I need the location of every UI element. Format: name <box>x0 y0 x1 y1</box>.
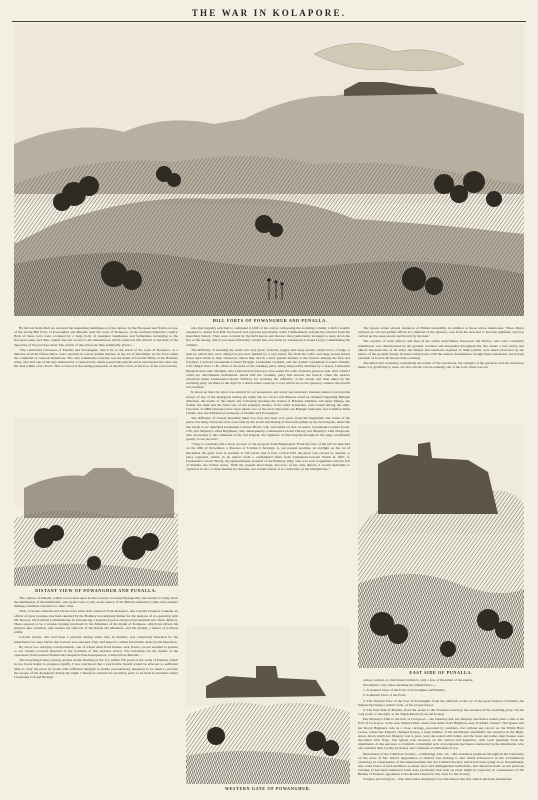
column-3-bottom <box>358 678 524 794</box>
paragraph: "I beg to conclude with a short account of our progress from Buddergaur. From the base of the hill we marched on the 29th of November, a distance of 6 miles 6 furlongs, to our present position. At daylight on the 1st of December the guns were in position at 350 yards, and at four o'clock P.M. the place was carried by assault—a place regarded, which, in an extract from a confidential letter from Lieutenant-Colonel Walsh in 1827, to Lieutenant-Colonel Hardy, the Quartermaster-General of the Bombay army, who was well acquainted with the fort of Punalla, the former states, 'With my present knowledge, however, of the only defects, I would undertake to capture it in two or three months by ransoms, but certain labour; it is a Gibraltar on the Neilgherries.'" <box>186 442 350 472</box>
paragraph: "The celebrated fortresses of Punalla and Powanghur, which lie to the north of the town of Kolapore, at a distance of about fifteen miles, were captured in a most gallant manner on the 1st of December, by the force under the command of General Delamotte. The only remarkable casualty was the death of Colonel Hicks of the Bombay army, who had one of his legs shattered by a cannon ball, which passed through his horse and injured the other leg. He died within a few hours. This occurred at the taking possession of the little town, at the foot of the rock fortress. <box>14 347 178 369</box>
page-title: THE WAR IN KOLAPORE. <box>191 8 347 18</box>
paragraph: The reports relate several instances of British intrepidity, in addition to those above mentioned. 'Thus, Major Gilland, an old and gallant officer in command of the Queen's, rose from his sick-bed to lead his regiment, and was carried up the steep ascent and breach by his men.' <box>358 326 524 339</box>
paragraph: In about an hour the place was entirely in our possession, and every precautionary measure taken to prevent the escape of any of the insurgents during the night; but no correct information could be obtained regarding Babajee Ahirakur, the leader of the rebels; the following morning the bodies of Babajee Ahirakur and Appa Manga, the former the chief and the latter one of the principal leaders of the rebel Sebundies, were found among the slain. Upwards of 2000 prisoners have been taken; two of the most important are Babajee Sahookar and Luximon Nulk Jaildee, also the Killadars (Garrisons) of Punalla and Powanghur. <box>186 390 350 416</box>
paragraph: The conduct of both officers and men of the whole detachment, European and Native, who were constantly intermixed, was characterized by the greatest coolness and intrepidity throughout the day, under a very heavy and almost incessant fire of all arms; the fatigue and exertions required of them (which were much increased by the nature of the ground) during 10 hours being borne with the utmost cheerfulness, though much exhausted, not having partaken of food from the previous evening. <box>358 339 524 361</box>
paragraph: who had urgently solicited to command it (200 of his corps), composing the storming column; which I readily assented to. About four P.M. the breach was reported practicable, when I immediately ordered the advance from the breaching battery. They were covered by the field pieces and mortars most judiciously arranged to keep down the fire of the enemy, which was most efficiently carried into execution by Lieutenant-Colonel Lloyd, commanding the artillery. <box>186 326 350 347</box>
column-3-top <box>358 326 524 422</box>
paragraph: The breaching battery having opened on the morning of the 1st, within 350 yards of the walls of Punalla, which in two hours began to progress rapidly, I was convinced that a practicable breach would be effected so sufficient time to carry the place by storm with sufficient daylight to enable precautionary measures to be taken to prevent the escape of the insurgents during the night. I therefore ordered the storming party to be held in readiness under Lieutenant Colonel Brough, <box>14 658 178 679</box>
engraving-east-side <box>358 424 524 668</box>
paragraph: By aid of two obliging correspondents, one of whom dates from Kirkee, near Poona, we are enabled to present to our readers accurate sketches of the localities of this decisive action. The following are the details of the operations from General Delamotte's despatch from headquarters, Camp before Punalla:— <box>14 644 178 658</box>
paragraph: 2. A Distant View of the Forts. <box>363 693 407 698</box>
paragraph: 1. A General View of the Forts of Powanghur and Punalla. <box>363 688 446 693</box>
paragraph: Dissolution of the Cambrian Society.—Cambridge, Feb. 14.—The sensation produced throughout the University on the news of Mr. Ward's degradation at Oxford was nothing to that which followed it in the acclamations yesterday, in consequence of the announcement that the Camden Society, which had been going on so flourishingly, and could boast of such members as many tyros and distinguished individuals, had dissolved itself on the previous evening. It had been rumoured some days previously that such an event might be expected, in consequence of the Bishop of Exeter's opposition to the Round Church in this town for the Society. <box>358 751 524 777</box>
column-2 <box>186 326 350 622</box>
caption-east-side: EAST SIDE OF PUNALLA. <box>409 670 473 675</box>
paragraph: By the last India Mail we received the interesting intelligence of the capture by the European and Native troops, of the strong Hill Forts of Powanghur and Punalla, near the town of Kolapore, in the southern Mahratta country. Both of these forts were occupied by a large body of insurgent Gheikaries and Sebundies, belonging to the Kolapore state; and their capture has put an end to the disturbances which existed in this district at the time of the departure of the previous mail. The results of the action are thus summarily given:— <box>14 326 178 347</box>
top-rule <box>12 21 526 22</box>
column-1-top <box>14 326 178 414</box>
paragraph: The difficulty of reaching the walls was very great, from the rugged and steep ascent, which led to a ledge or path by which they were obliged to proceed, flanked by a very heavy fire from the walls, and large stones hurled down upon them as they advanced, which they did in a most gallant manner to the breach. Among the first and foremost I noticed Lieutenant-Colonel Brough, Lieutenant Graham, and the gallant Lieutenant-Colonel Outram, C.B. (Major Post, C.B., when at the head of the storming party, being temporarily disabled by a stone), Lieutenant Marshall and some riflemen, who I had observed had got close under the walls from the gateway side, after which I could not discriminate individuals. About half the storming party had entered the breach, when the reserve advanced under Lieutenant-Colonel Wallace, for securing the difficulty of the ascent and time taken by the storming party, inclined to the right by a much easier route up a road which led to the gateway, whence the breach was reached. <box>186 347 350 390</box>
paragraph: a man, woman, or child found within it, only a few of the killed of the enemy. <box>363 678 474 682</box>
engraving-hill-forts <box>14 24 524 316</box>
caption-western-gate: WESTERN GATE OF POWANGHUR. <box>224 786 312 791</box>
paragraph: Her Majesty's Visit to the Earl of Liverpool.—On Saturday last, her Majesty and Prince Albert paid a visit to the Earl of Liverpool, at his seat, Buxted Park, about four miles from Brighton, near Uckfield, Sussex. The Queen and her Royal Highness rode in a close carriage, preceded by outriders, but without any escort. At the White Hart, Lewes, where her Majesty changed horses, a large number of the inhabitants assembled; the windows in the High-street, down which her Majesty was to pass, were decorated with ladies, and the hotel and some other houses were decorated with flags. The Queen was received, on her arrival and departure, with loyal greetings from the inhabitants. At the entrance to Uckfield, a triumphal arch of evergreens had been constructed by the inhabitants, who also testified their loyalty by hearty and continued acclamations of joy. <box>358 717 524 751</box>
paragraph: The killed and wounded, considering the extent of the operations, the strength of the garrison, and the resistance made, it is gratifying to state, are few. On the victors entering one of the forts, there was not <box>358 361 524 370</box>
paragraph: 4. The East Side of Punalla, from the ascent to the Northern Gateway, the entrance of the storming party. On the tody point, to the right, is the Nigah-Khana (look-out house). <box>358 707 524 717</box>
caption-distant-view: DISTANT VIEW OF POWANGHUR AND PUNALLA. <box>35 588 157 593</box>
caption-hill-forts: HILL FORTS OF POWANGHUR AND PUNALLA. <box>212 318 328 323</box>
engraving-western-gate <box>186 626 350 784</box>
column-1-bottom <box>14 596 178 794</box>
paragraph: The capture of Punalla, which was looked upon in that country as being impregnable, has tended to bring about the submission of the inhabitants, who prefer now to rely on the mercy of the British authorities rather than attempt making a fruitless resistance to their arms. <box>14 596 178 609</box>
engraving-distant-view <box>14 418 178 586</box>
paragraph: The difficulty of closely investing these two forts has been very great, from the magnitude and extent of the place; but many obstacles were overcome by the storm and sliding of the north pathak by the 3rd brigade, under the late much to be lamented Lieutenant-Colonel Hicks, who was killed on that occasion; Lieutenant-Colonel Poole, C.B., her Majesty's 22nd Regiment; and, subsequently, Lieutenant-Colonel Harvey, her Majesty's 14th Dragoons, who succeeded to the command of the 3rd brigade; the vigilance of that brigade throughout the siege contributed greatly to our success." <box>186 416 350 442</box>
paragraph: Colonel Ovans, who had been a prisoner during some days in Punalla, was voluntarily liberated by the inhabitants two days before that fortress was attacked. They had hoped to obtain favourable terms by his liberation. <box>14 635 178 644</box>
paragraph: Torquay and Glasgow.—The innovation attempted to be introduced into this church has been abandoned. <box>363 777 513 782</box>
paragraph: We subjoin a few lines detailing the Illustrations:— <box>363 683 437 688</box>
paragraph: 3. The Western Face of the Fort of Powanghur, from the platform at the top of the great bastion of Punalla, the manuscript being a ruined work, of but proportioned. <box>358 698 524 707</box>
paragraph: Thus, Colonels Outram and Ovans have been both removed from Kolapore, and Captain Douglas Graham, an officer of great promise, has been deputed by the Bombay Government thither for the purpose of co-operating with Mr. Reeves, the Political Commissioner, in introducing a system of peace and good government into these districts. There appears to be a wanton tyranny practised by the Ministers of the Rajah of Kolapore, which has driven his subjects into rebellion, and renders the removal of the Rajah, his Ministers, and his system, a matter of political utility. <box>14 609 178 635</box>
